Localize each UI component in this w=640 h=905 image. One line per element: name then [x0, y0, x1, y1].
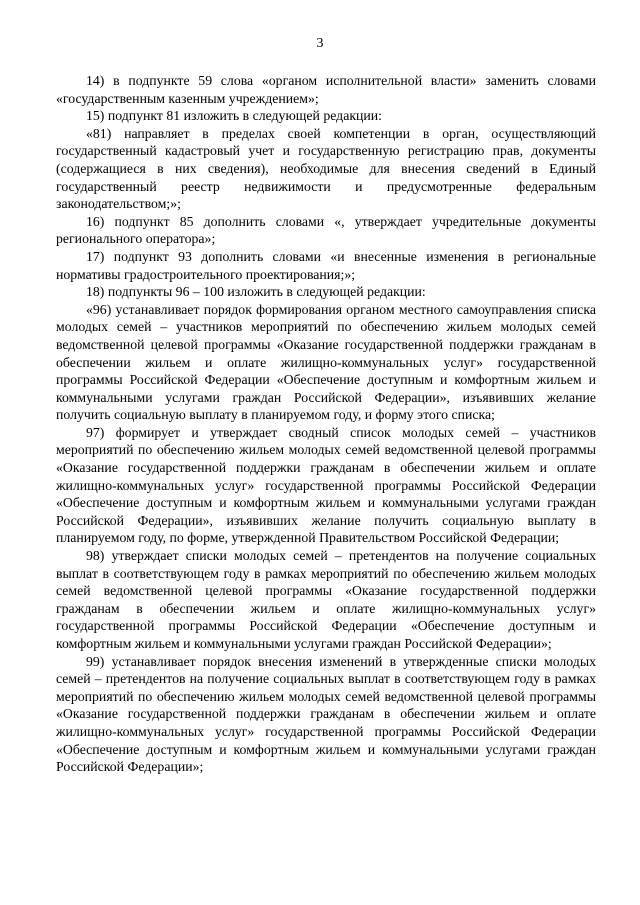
paragraph-quote-97: 97) формирует и утверждает сводный список молодых семей – участников мероприятий по обеспечению жильем молодых семей ведомственной целевой программы «Оказание государственной поддержки гражданам в обеспечении жильем и оплате жилищно-коммунальных услуг» государственной программы Российской Федерации «Обеспечение доступным и комфортным жильем и коммунальными услугами граждан Российской Федерации», изъявивших желание получить социальную выплату в планируемом году, по форме, утвержденной Правительством Российской Федерации; [56, 424, 596, 546]
paragraph-quote-81: «81) направляет в пределах своей компетенции в орган, осуществляющий государственный кадастровый учет и государственную регистрацию прав, документы (содержащиеся в них сведения), необходимые для внесения сведений в Единый государственный реестр недвижимости и предусмотренные федеральным законодательством;»; [56, 125, 596, 212]
document-body [56, 72, 596, 776]
paragraph-item-17: 17) подпункт 93 дополнить словами «и внесенные изменения в региональные нормативы градостроительного проектирования;»; [56, 248, 596, 282]
paragraph-item-14: 14) в подпункте 59 слова «органом исполнительной власти» заменить словами «государственным казенным учреждением»; [56, 73, 596, 106]
paragraph-item-18: 18) подпункты 96 – 100 изложить в следующей редакции: [86, 284, 426, 300]
paragraph-quote-98: 98) утверждает списки молодых семей – претендентов на получение социальных выплат в соответствующем году в рамках мероприятий по обеспечению жильем молодых семей ведомственной целевой программы «Оказание государственной поддержки гражданам в обеспечении жильем и оплате жилищно-коммунальных услуг» государственной программы Российской Федерации «Обеспечение доступным и комфортным жильем и коммунальными услугами граждан Российской Федерации»; [56, 548, 596, 651]
paragraph-quote-99: 99) устанавливает порядок внесения изменений в утвержденные списки молодых семей – претендентов на получение социальных выплат в соответствующем году в рамках мероприятий по обеспечению жильем молодых семей ведомственной целевой программы «Оказание государственной поддержки гражданам в обеспечении жильем и оплате жилищно-коммунальных услуг» государственной программы Российской Федерации «Обеспечение доступным и комфортным жильем и коммунальными услугами граждан Российской Федерации»; [56, 653, 596, 775]
paragraph-quote-96: «96) устанавливает порядок формирования органом местного самоуправления списка молодых семей – участников мероприятий по обеспечению жильем молодых семей ведомственной целевой программы «Оказание государственной поддержки гражданам в обеспечении жильем и оплате жилищно-коммунальных услуг» государственной программы Российской Федерации «Обеспечение доступным и комфортным жильем и коммунальными услугами граждан Российской Федерации», изъявивших желание получить социальную выплату в планируемом году, и форму этого списка; [56, 301, 596, 423]
page-number: 3 [316, 36, 324, 51]
paragraph-item-16: 16) подпункт 85 дополнить словами «, утверждает учредительные документы регионального оператора»; [56, 213, 596, 247]
paragraph-item-15: 15) подпункт 81 изложить в следующей редакции: [86, 108, 383, 124]
